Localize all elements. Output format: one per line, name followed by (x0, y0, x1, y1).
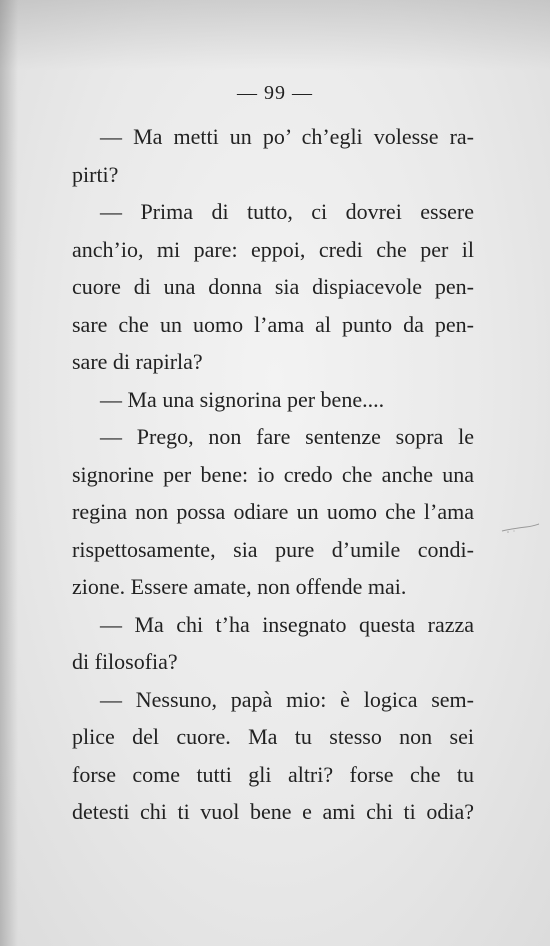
text-line: — Prima di tutto, ci dovrei essere (100, 199, 474, 224)
text-line: — Prego, non fare sentenze sopra le (100, 424, 474, 449)
text-line: anch’io, mi pare: eppoi, credi che per il (72, 236, 474, 262)
text-line: rispettosamente, sia pure d’umile condi- (72, 536, 474, 562)
text-line: — Ma una signorina per bene.... (100, 386, 385, 412)
text-line: — Ma chi t’ha insegnato questa razza (100, 611, 474, 637)
text-line: zione. Essere amate, non offende mai. (72, 574, 407, 599)
body-text (72, 118, 474, 831)
scan-shadow-top (0, 0, 550, 70)
text-line: pirti? (72, 161, 119, 187)
ink-smudge (500, 522, 540, 536)
text-line: sare di rapirla? (72, 349, 203, 374)
text-line: signorine per bene: io credo che anche una (72, 461, 474, 487)
text-line: cuore di una donna sia dispiacevole pen- (72, 274, 474, 299)
scan-shadow-left (0, 0, 18, 946)
page-number: — 99 — (237, 82, 313, 104)
text-line: plice del cuore. Ma tu stesso non sei (72, 724, 474, 749)
text-line: detesti chi ti vuol bene e ami chi ti odia? (72, 799, 474, 824)
text-line: di filosofia? (72, 649, 178, 674)
text-line: forse come tutti gli altri? forse che tu (72, 761, 474, 787)
text-line: — Nessuno, papà mio: è logica sem- (100, 686, 474, 712)
text-line: regina non possa odiare un uomo che l’ama (72, 499, 474, 524)
text-line: — Ma metti un po’ ch’egli volesse ra- (100, 124, 474, 149)
text-line: sare che un uomo l’ama al punto da pen- (72, 311, 474, 337)
